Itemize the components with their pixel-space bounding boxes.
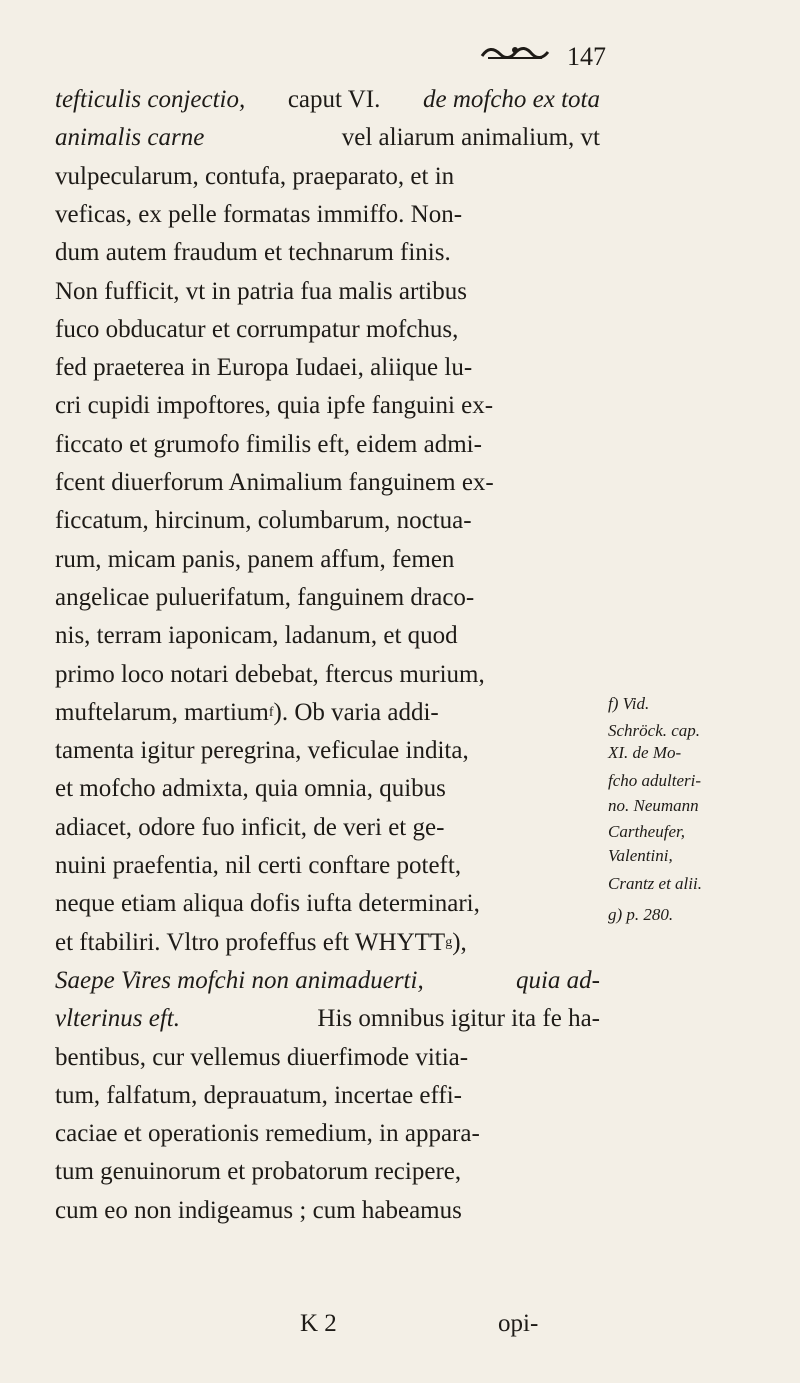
text-line (55, 926, 600, 960)
margin-note-line: Cartheufer, (608, 822, 685, 841)
text-segment: Non fufficit, vt in patria fua malis artibus (55, 277, 467, 305)
text-segment: animalis carne (55, 124, 205, 152)
text-segment: vlterinus eft. (55, 1005, 180, 1033)
text-segment: dum autem fraudum et technarum finis. (55, 239, 451, 267)
catchword: opi- (498, 1310, 539, 1337)
text-line (55, 811, 600, 845)
text-line (55, 198, 600, 232)
text-segment: caciae et operationis remedium, in appara- (55, 1120, 480, 1148)
text-segment: cri cupidi impoftores, quia ipfe fanguini ex- (55, 392, 494, 420)
text-line (55, 313, 600, 347)
text-line (55, 887, 600, 921)
text-segment: adiacet, odore fuo inficit, de veri et ge- (55, 813, 445, 841)
text-line (55, 236, 600, 270)
text-segment: tamenta igitur peregrina, veficulae indita, (55, 737, 469, 765)
text-segment: tum, falfatum, deprauatum, incertae effi- (55, 1081, 462, 1109)
text-segment: f (268, 704, 274, 720)
text-line (55, 1155, 600, 1189)
text-segment: ). Ob varia addi- (273, 698, 439, 726)
text-segment: Saepe Vires mofchi non animaduerti, (55, 966, 424, 994)
text-segment: quia ad- (515, 966, 600, 994)
text-segment: fed praeterea in Europa Iudaei, aliique lu- (55, 354, 473, 382)
text-segment: et ftabiliri. Vltro profeffus eft WHYTT (55, 928, 446, 956)
text-segment: nuini praefentia, nil certi conftare poteft, (55, 852, 462, 879)
text-line (55, 581, 600, 615)
margin-note-line: XI. de Mo- (608, 743, 682, 762)
text-line (55, 275, 600, 309)
text-line (55, 83, 600, 117)
text-segment: vel aliarum animalium, vt (341, 124, 600, 152)
margin-note-line: Schröck. cap. (608, 721, 701, 740)
text-segment: fcent diuerforum Animalium fanguinem ex- (55, 469, 494, 496)
text-segment: nis, terram iaponicam, ladanum, et quod (55, 622, 458, 650)
text-line (55, 619, 600, 653)
margin-note-line: g) p. 280. (608, 905, 674, 924)
text-segment: veficas, ex pelle formatas immiffo. Non- (55, 200, 463, 228)
text-line (55, 734, 600, 768)
text-line (55, 389, 600, 423)
text-segment: tum genuinorum et probatorum recipere, (55, 1158, 462, 1186)
text-line (55, 504, 600, 538)
margin-note-line: fcho adulteri- (608, 771, 702, 790)
text-segment: tefticulis conjectio, (55, 86, 246, 113)
header-ornament (480, 42, 550, 64)
text-segment: de mofcho ex tota (422, 86, 600, 113)
page-number: 147 (567, 42, 606, 71)
text-line (55, 121, 600, 155)
text-segment: neque etiam aliqua dofis iufta determinari, (55, 890, 480, 918)
text-segment: ), (452, 928, 467, 956)
text-line (55, 351, 600, 385)
text-segment: ficcato et grumofo fimilis eft, eidem admi- (55, 430, 482, 458)
text-line (55, 543, 600, 577)
text-line (55, 428, 600, 462)
text-line (55, 849, 600, 883)
text-segment: primo loco notari debebat, ftercus murium, (55, 660, 485, 688)
text-segment: angelicae puluerifatum, fanguinem draco- (55, 583, 475, 611)
text-segment: caput VI. (287, 86, 381, 113)
text-segment: muftelarum, martium (55, 698, 269, 726)
margin-note-line: Valentini, (608, 846, 673, 865)
text-line (55, 772, 600, 806)
text-line (55, 1194, 600, 1228)
text-line (55, 1079, 600, 1113)
margin-note-line: Crantz et alii. (608, 874, 702, 893)
text-line (55, 466, 600, 500)
text-line (55, 964, 600, 998)
text-line (55, 1002, 600, 1036)
margin-note-line: no. Neumann (608, 796, 699, 815)
text-segment: fuco obducatur et corrumpatur mofchus, (55, 315, 459, 343)
text-segment: g (445, 934, 453, 950)
text-segment: et mofcho admixta, quia omnia, quibus (55, 775, 446, 803)
text-segment: rum, micam panis, panem affum, femen (55, 545, 455, 573)
text-segment: His omnibus igitur ita fe ha- (317, 1005, 600, 1033)
text-segment: cum eo non indigeamus ; cum habeamus (55, 1196, 462, 1224)
text-line (55, 1117, 600, 1151)
margin-note-line: f) Vid. (608, 694, 650, 713)
text-line (55, 696, 600, 730)
signature-mark: K 2 (300, 1310, 337, 1337)
text-line (55, 658, 600, 692)
text-segment: bentibus, cur vellemus diuerfimode vitia- (55, 1043, 469, 1071)
text-segment: ficcatum, hircinum, columbarum, noctua- (55, 507, 472, 535)
text-line (55, 160, 600, 194)
text-segment: vulpecularum, contufa, praeparato, et in (55, 162, 455, 190)
text-line (55, 1041, 600, 1075)
